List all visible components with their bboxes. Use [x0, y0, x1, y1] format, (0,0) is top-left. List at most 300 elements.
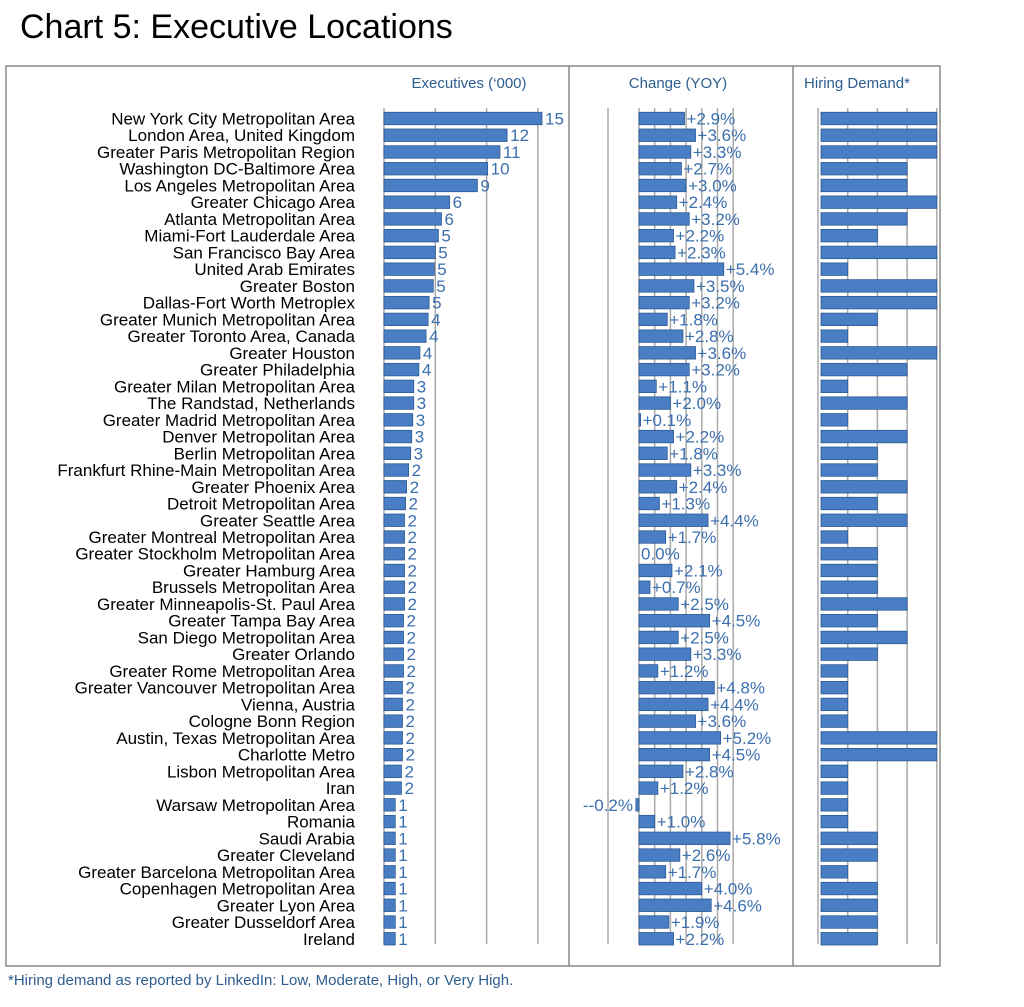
- executives-bar: [384, 916, 395, 929]
- category-label: San Francisco Bay Area: [172, 243, 355, 263]
- change-value-label: +3.6%: [697, 126, 747, 146]
- executives-value-label: 3: [415, 410, 426, 430]
- executives-bar: [384, 547, 405, 560]
- hiring-demand-bar: [821, 229, 877, 242]
- change-value-label: +3.3%: [692, 142, 742, 162]
- executives-bar: [384, 732, 402, 745]
- executives-bar: [384, 832, 395, 845]
- executives-bar: [384, 933, 395, 946]
- executives-value-label: 4: [431, 310, 441, 330]
- category-label: Frankfurt Rhine-Main Metropolitan Area: [57, 461, 355, 481]
- category-label: Iran: [325, 779, 355, 799]
- executives-bar: [384, 899, 395, 912]
- category-label: Greater Minneapolis-St. Paul Area: [97, 594, 355, 614]
- hiring-demand-bar: [821, 213, 907, 226]
- change-value-label: +2.2%: [675, 929, 725, 949]
- executives-value-label: 4: [421, 360, 432, 380]
- change-bar: [639, 765, 683, 778]
- change-value-label: +1.8%: [669, 310, 718, 330]
- change-bar: [639, 933, 674, 946]
- executives-value-label: 10: [490, 159, 510, 179]
- change-value-label: +5.4%: [725, 260, 775, 280]
- category-label: Greater Rome Metropolitan Area: [109, 661, 355, 681]
- executives-bar: [384, 213, 441, 226]
- change-value-label: +1.2%: [659, 661, 709, 681]
- hiring-demand-bar: [821, 866, 848, 879]
- executives-bar: [384, 648, 403, 661]
- change-value-label: +2.7%: [683, 159, 733, 179]
- change-bar: [639, 179, 686, 192]
- change-bar: [639, 129, 696, 142]
- executives-bar: [384, 397, 414, 410]
- footnote: *Hiring demand as reported by LinkedIn: Low, Moderate, High, or Very High.: [8, 972, 514, 989]
- executives-value-label: 1: [398, 862, 408, 882]
- change-bar: [639, 564, 672, 577]
- executives-bar: [384, 581, 405, 594]
- executives-value-label: 9: [480, 176, 490, 196]
- category-label: New York City Metropolitan Area: [111, 109, 355, 129]
- change-bar: [639, 866, 666, 879]
- category-label: Miami-Fort Lauderdale Area: [144, 226, 355, 246]
- change-value-label: +1.2%: [659, 779, 709, 799]
- category-label: Greater Chicago Area: [190, 193, 355, 213]
- category-label: Romania: [286, 812, 355, 832]
- executives-bar: [384, 882, 395, 895]
- change-value-label: +1.9%: [670, 913, 720, 933]
- change-bar: [639, 715, 696, 728]
- change-bar: [639, 347, 696, 360]
- executives-value-label: 2: [407, 528, 417, 547]
- category-label: Greater Lyon Area: [216, 896, 355, 916]
- change-value-label: +1.3%: [661, 494, 711, 514]
- executives-bar: [384, 296, 429, 309]
- change-value-label: +4.5%: [711, 745, 761, 765]
- executives-bar: [384, 464, 409, 477]
- hiring-demand-bar: [821, 581, 877, 594]
- change-bar: [639, 631, 678, 644]
- executives-bar: [384, 380, 414, 393]
- executives-bar: [384, 246, 435, 258]
- change-value-label: +4.8%: [716, 678, 766, 698]
- executives-bar: [384, 765, 401, 778]
- change-bar: [639, 380, 656, 393]
- hiring-demand-bar: [821, 296, 937, 309]
- executives-value-label: 2: [405, 712, 415, 732]
- hiring-demand-bar: [821, 313, 877, 326]
- hiring-demand-bar: [821, 414, 848, 427]
- change-value-label: +2.6%: [681, 846, 731, 866]
- executives-bar: [384, 866, 395, 879]
- change-value-label: +2.8%: [684, 762, 734, 782]
- category-label: Greater Milan Metropolitan Area: [114, 377, 355, 397]
- executives-bar: [384, 430, 412, 443]
- category-label: Greater Madrid Metropolitan Area: [102, 410, 355, 430]
- change-bar: [639, 648, 691, 661]
- change-value-label: +2.3%: [677, 243, 726, 263]
- change-value-label: 0.0%: [641, 544, 680, 564]
- executives-bar: [384, 129, 507, 142]
- change-value-label: +1.8%: [669, 444, 718, 464]
- change-value-label: +2.5%: [680, 594, 729, 614]
- change-value-label: +0.1%: [642, 410, 692, 430]
- executives-value-label: 2: [407, 578, 417, 598]
- hiring-demand-bar: [821, 631, 907, 644]
- change-value-label: +4.0%: [703, 879, 753, 899]
- change-value-label: +3.0%: [688, 176, 737, 196]
- change-bar: [639, 815, 655, 828]
- change-value-label: +4.5%: [711, 611, 761, 631]
- change-bar: [639, 196, 677, 209]
- executives-value-label: 2: [405, 695, 415, 715]
- change-bar: [639, 213, 689, 226]
- change-bar: [639, 447, 667, 460]
- executives-bar: [384, 849, 395, 862]
- category-label: Greater Barcelona Metropolitan Area: [78, 862, 355, 882]
- executives-value-label: 2: [409, 477, 420, 497]
- hiring-demand-bar: [821, 129, 937, 142]
- change-bar: [639, 481, 677, 494]
- change-value-label: +2.1%: [673, 561, 723, 581]
- hiring-demand-bar: [821, 849, 877, 862]
- change-value-label: +3.6%: [697, 712, 747, 732]
- executives-bar: [384, 112, 542, 125]
- change-value-label: +2.0%: [672, 394, 722, 414]
- header-executives: Executives (‘000): [411, 75, 527, 92]
- change-bar: [639, 280, 694, 293]
- executives-value-label: 5: [436, 276, 446, 296]
- change-bar: [639, 748, 710, 761]
- hiring-demand-bar: [821, 748, 937, 761]
- executives-bar: [384, 363, 419, 376]
- executives-value-label: 6: [452, 193, 463, 213]
- change-value-label: +3.6%: [697, 343, 747, 363]
- change-value-label: +2.5%: [680, 628, 729, 648]
- executives-bar: [384, 631, 403, 644]
- hiring-demand-bar: [821, 464, 877, 477]
- category-label: Lisbon Metropolitan Area: [166, 762, 355, 782]
- executives-value-label: 2: [407, 561, 417, 581]
- hiring-demand-bar: [821, 196, 937, 209]
- hiring-demand-bar: [821, 933, 877, 946]
- category-label: Ireland: [303, 929, 355, 949]
- change-value-label: +1.0%: [656, 812, 706, 832]
- category-label: Cologne Bonn Region: [188, 712, 355, 732]
- hiring-demand-bar: [821, 380, 848, 393]
- executives-value-label: 2: [406, 628, 416, 648]
- executives-bar: [384, 782, 401, 795]
- hiring-demand-bar: [821, 832, 877, 845]
- category-label: Washington DC-Baltimore Area: [119, 159, 355, 179]
- change-bar: [639, 916, 669, 929]
- change-bar: [639, 698, 708, 711]
- category-label: London Area, United Kingdom: [128, 126, 355, 146]
- change-value-label: +3.5%: [695, 276, 745, 296]
- executives-value-label: 1: [398, 896, 408, 916]
- hiring-demand-bar: [821, 497, 877, 510]
- change-bar: [639, 464, 691, 477]
- executives-value-label: 15: [545, 109, 564, 129]
- change-bar: [639, 732, 721, 745]
- change-value-label: +3.3%: [692, 645, 742, 665]
- executives-bar: [384, 146, 500, 159]
- hiring-demand-bar: [821, 765, 848, 778]
- change-value-label: +4.4%: [710, 511, 759, 531]
- executives-value-label: 6: [444, 209, 454, 229]
- change-bar: [639, 899, 711, 912]
- change-bar: [639, 330, 683, 343]
- hiring-demand-bar: [821, 614, 877, 627]
- executives-bar: [384, 497, 406, 510]
- executives-bar: [384, 681, 402, 694]
- change-value-label: +1.7%: [667, 528, 717, 547]
- hiring-demand-bar: [821, 447, 877, 460]
- executives-value-label: 1: [398, 829, 408, 849]
- executives-value-label: 1: [398, 929, 408, 949]
- executives-bar: [384, 531, 405, 544]
- category-label: Greater Tampa Bay Area: [168, 611, 355, 631]
- executives-value-label: 3: [416, 377, 427, 397]
- hiring-demand-bar: [821, 179, 907, 192]
- executives-value-label: 11: [502, 142, 521, 162]
- hiring-demand-bar: [821, 648, 877, 661]
- executives-value-label: 2: [407, 544, 417, 564]
- hiring-demand-bar: [821, 363, 907, 376]
- change-bar: [639, 832, 730, 845]
- executives-bar: [384, 748, 402, 761]
- category-label: Charlotte Metro: [237, 745, 355, 765]
- change-bar: [639, 849, 680, 862]
- executives-value-label: 1: [398, 795, 408, 815]
- header-change: Change (YOY): [628, 75, 728, 92]
- category-label: Saudi Arabia: [258, 829, 355, 849]
- change-value-label: +5.8%: [732, 829, 781, 849]
- executives-value-label: 2: [405, 678, 415, 698]
- executives-bar: [384, 179, 477, 192]
- change-bar: [639, 112, 685, 125]
- change-bar: [639, 246, 675, 258]
- executives-bar: [384, 280, 433, 293]
- executives-value-label: 2: [404, 762, 414, 782]
- hiring-demand-bar: [821, 564, 877, 577]
- category-label: Greater Montreal Metropolitan Area: [88, 528, 355, 547]
- executives-bar: [384, 715, 402, 728]
- executives-value-label: 1: [398, 879, 408, 899]
- executives-value-label: 12: [510, 126, 530, 146]
- change-value-label: +3.2%: [691, 293, 740, 313]
- change-bar: [636, 799, 639, 812]
- category-label: Greater Cleveland: [217, 846, 355, 866]
- change-value-label: +3.2%: [691, 209, 740, 229]
- change-value-label: +4.4%: [710, 695, 759, 715]
- change-value-label: +1.1%: [658, 377, 707, 397]
- hiring-demand-bar: [821, 397, 907, 410]
- change-bar: [639, 531, 666, 544]
- executives-value-label: 2: [406, 611, 416, 631]
- change-value-label: +2.4%: [678, 477, 728, 497]
- category-label: Greater Boston: [239, 276, 355, 296]
- executives-value-label: 2: [405, 728, 415, 748]
- category-label: Greater Houston: [229, 343, 355, 363]
- change-bar: [639, 882, 702, 895]
- hiring-demand-bar: [821, 715, 848, 728]
- change-bar: [639, 229, 674, 242]
- change-bar: [639, 614, 710, 627]
- executives-value-label: 1: [398, 812, 408, 832]
- category-labels: [57, 110, 355, 949]
- change-bar: [639, 146, 691, 159]
- executives-value-label: 2: [411, 461, 422, 481]
- category-label: Denver Metropolitan Area: [162, 427, 355, 447]
- executives-bar: [384, 665, 403, 678]
- category-label: Los Angeles Metropolitan Area: [124, 176, 355, 196]
- executives-bar: [384, 815, 395, 828]
- change-bar: [639, 296, 689, 309]
- change-bar: [639, 397, 670, 410]
- change-value-label: +4.6%: [713, 896, 762, 916]
- category-label: Vienna, Austria: [240, 695, 355, 715]
- hiring-demand-bar: [821, 681, 848, 694]
- header-hiring-demand: Hiring Demand*: [804, 75, 910, 92]
- executives-value-label: 3: [414, 427, 425, 447]
- executives-panel: [384, 110, 564, 949]
- executives-value-label: 2: [406, 661, 416, 681]
- change-value-label: +3.2%: [691, 360, 740, 380]
- hiring-demand-bar: [821, 732, 937, 745]
- category-label: Greater Munich Metropolitan Area: [99, 310, 355, 330]
- change-bar: [639, 581, 650, 594]
- change-value-label: +5.2%: [722, 728, 772, 748]
- category-label: Greater Philadelphia: [200, 360, 355, 380]
- category-label: The Randstad, Netherlands: [147, 394, 355, 414]
- category-label: Greater Toronto Area, Canada: [127, 327, 355, 347]
- hiring-demand-bar: [821, 280, 937, 293]
- executives-bar: [384, 229, 438, 242]
- executives-value-label: 2: [406, 645, 416, 665]
- change-value-label: +2.2%: [675, 427, 725, 447]
- category-label: Brussels Metropolitan Area: [151, 578, 355, 598]
- category-label: Greater Stockholm Metropolitan Area: [75, 544, 355, 564]
- change-value-label: +0.7%: [651, 578, 701, 598]
- hiring-demand-bar: [821, 146, 937, 159]
- change-bar: [639, 363, 689, 376]
- executives-value-label: 4: [422, 343, 433, 363]
- executives-value-label: 2: [405, 745, 415, 765]
- chart-title: Chart 5: Executive Locations: [20, 8, 453, 46]
- hiring-demand-bar: [821, 782, 848, 795]
- change-bar: [639, 665, 658, 678]
- change-bar: [639, 263, 724, 276]
- change-bar: [639, 313, 667, 326]
- category-label: Greater Vancouver Metropolitan Area: [74, 678, 355, 698]
- executives-bar: [384, 263, 434, 276]
- executives-bar: [384, 196, 450, 209]
- executives-bar: [384, 698, 402, 711]
- change-value-label: +3.3%: [692, 461, 742, 481]
- executives-value-label: 5: [441, 226, 451, 246]
- category-label: Greater Hamburg Area: [183, 561, 355, 581]
- hiring-demand-bar: [821, 598, 907, 611]
- hiring-demand-bar: [821, 698, 848, 711]
- category-label: Detroit Metropolitan Area: [166, 494, 355, 514]
- executives-value-label: 5: [437, 260, 447, 280]
- executives-value-label: 5: [432, 293, 442, 313]
- executives-value-label: 4: [429, 327, 439, 347]
- category-label: Austin, Texas Metropolitan Area: [116, 728, 355, 748]
- category-label: United Arab Emirates: [194, 260, 355, 280]
- category-label: Greater Dusseldorf Area: [171, 913, 355, 933]
- change-value-label: +2.8%: [684, 327, 734, 347]
- executives-value-label: 2: [408, 494, 419, 514]
- chart-frame: [6, 66, 940, 966]
- change-bar: [639, 514, 708, 527]
- change-panel: [583, 110, 781, 949]
- hiring-demand-bar: [821, 347, 937, 360]
- hiring-demand-bar: [821, 799, 848, 812]
- hiring-demand-bar: [821, 330, 848, 343]
- category-label: Greater Orlando: [232, 645, 355, 665]
- executives-value-label: 3: [413, 444, 424, 464]
- hiring-demand-bar: [821, 246, 937, 258]
- hiring-demand-bar: [821, 162, 907, 175]
- category-label: Berlin Metropolitan Area: [173, 444, 355, 464]
- hiring-demand-bar: [821, 547, 877, 560]
- category-label: Greater Seattle Area: [200, 511, 355, 531]
- hiring-demand-bar: [821, 815, 848, 828]
- hiring-demand-bar: [821, 899, 877, 912]
- hiring-demand-bar: [821, 430, 907, 443]
- change-bar: [639, 414, 641, 427]
- executives-bar: [384, 313, 428, 326]
- change-bar: [639, 162, 681, 175]
- change-bar: [639, 782, 658, 795]
- executives-bar: [384, 162, 488, 175]
- hiring-demand-bar: [821, 481, 907, 494]
- category-label: Copenhagen Metropolitan Area: [119, 879, 355, 899]
- hiring-demand-bar: [821, 531, 848, 544]
- executives-bar: [384, 447, 411, 460]
- change-bar: [639, 598, 678, 611]
- hiring-demand-bar: [821, 263, 848, 276]
- hiring-demand-bar: [821, 112, 937, 125]
- hiring-demand-bar: [821, 665, 848, 678]
- category-label: Atlanta Metropolitan Area: [164, 209, 355, 229]
- change-value-label: --0.2%: [582, 795, 633, 815]
- category-label: Dallas-Fort Worth Metroplex: [142, 293, 355, 313]
- change-bar: [639, 681, 714, 694]
- executives-bar: [384, 347, 420, 360]
- hiring-demand-bar: [821, 514, 907, 527]
- executives-bar: [384, 564, 405, 577]
- executives-bar: [384, 799, 395, 812]
- executives-bar: [384, 598, 405, 611]
- change-bar: [639, 497, 659, 510]
- executives-bar: [384, 514, 405, 527]
- category-label: Greater Phoenix Area: [191, 477, 355, 497]
- hiring-demand-panel: [821, 112, 937, 945]
- executives-bar: [384, 614, 403, 627]
- executives-value-label: 1: [398, 846, 408, 866]
- executives-value-label: 2: [407, 594, 417, 614]
- executives-value-label: 5: [438, 243, 448, 263]
- category-label: Greater Paris Metropolitan Region: [97, 142, 355, 162]
- category-label: Warsaw Metropolitan Area: [156, 795, 355, 815]
- change-value-label: +2.4%: [678, 193, 728, 213]
- hiring-demand-bar: [821, 882, 877, 895]
- change-bar: [639, 430, 674, 443]
- executives-value-label: 2: [404, 779, 414, 799]
- change-value-label: +1.7%: [667, 862, 717, 882]
- change-value-label: +2.2%: [675, 226, 725, 246]
